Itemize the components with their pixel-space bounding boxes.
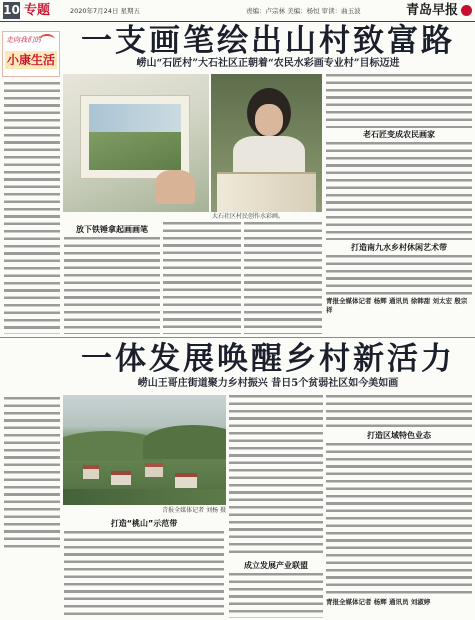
story1-byline: 青报全媒体记者 杨辉 通讯员 徐韩甜 刘太宏 殷宗祥 [326,297,468,314]
story2-subhead: 崂山王哥庄街道聚力乡村振兴 昔日5个贫弱社区如今美如画 [137,378,399,389]
story1-right-column-text-1 [326,74,472,128]
story1-photo-painter [211,74,322,212]
page-number: 10 [3,3,20,17]
painter-face [255,104,283,136]
painted-sky [89,104,181,134]
story2-section-heading-1: 打造“桃山”示范带 [110,519,178,528]
story1-subhead: 崂山“石匠村”大石社区正朝着“农民水彩画专业村”目标迈进 [136,58,400,69]
painter-hand [155,170,195,204]
badge-main-text: 小康生活 [6,53,55,67]
story1-section-heading-2: 老石匠变成农民画家 [363,130,435,139]
story2-headline: 一体发展唤醒乡村新活力 [81,341,455,377]
hill-right [143,425,226,459]
painted-hills [89,132,181,170]
story2-photo-village [63,395,226,505]
story2-right-column-text-2 [326,443,472,594]
story2-body-lower-left [64,531,224,618]
story2-middle-column-text-1 [229,395,323,558]
village-house [83,465,99,479]
story2-section-heading-3: 打造区域特色业态 [367,431,431,440]
story1-left-column-text [4,82,60,334]
badge-arc-icon [39,34,55,46]
story2-section-heading-2: 成立发展产业联盟 [244,561,308,570]
village-house [145,463,163,477]
painting-board [217,172,316,212]
village-house [175,473,197,488]
story2-photo-caption: 青报全媒体记者 刘杨 摄 [162,507,226,514]
story2-right-column-text-1 [326,395,472,428]
newspaper-logo: 青岛早报 [406,3,459,18]
column-badge [2,31,60,77]
story1-photo-painting [63,74,209,212]
badge-top-text: 走向我们的 [6,36,41,44]
story-divider [0,337,475,338]
story1-body-column-a [64,237,160,334]
story1-section-heading-3: 打造南九水乡村休闲艺术带 [351,243,447,252]
story1-body-column-c [244,222,322,334]
story2-byline: 青报全媒体记者 杨辉 通讯员 刘淑婷 [326,598,431,606]
editor-credits: 责编：卢宗林 美编：杨恒 审读：曲玉波 [246,7,361,15]
story2-left-column-text [4,397,60,548]
story1-photo-caption: 大石社区村民创作水彩画。 [212,213,285,220]
story2-middle-column-text-2 [229,573,323,618]
foreground-trees [63,489,226,505]
header-rule [0,21,475,22]
village-house [111,471,131,485]
story1-section-heading-1: 放下铁锤拿起画画笔 [76,225,148,234]
logo-mark-icon [461,5,472,16]
story1-body-column-b [163,222,241,334]
section-label: 专题 [24,3,51,18]
story1-right-column-text-3 [326,255,472,295]
story1-right-column-text-2 [326,142,472,240]
issue-date: 2020年7月24日 星期五 [70,7,141,15]
story1-headline: 一支画笔绘出山村致富路 [81,23,455,59]
